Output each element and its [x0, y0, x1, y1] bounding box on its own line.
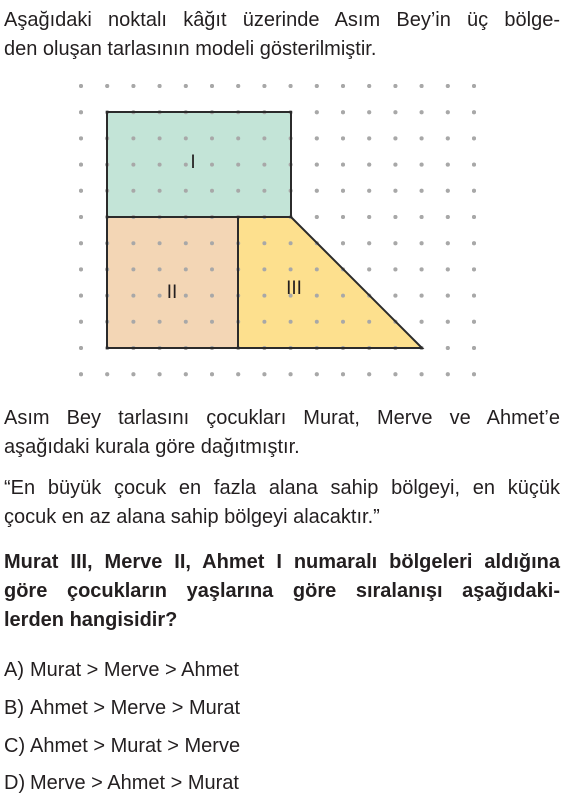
rule-line-1: “En büyük çocuk en fazla alana sahip bölgeyi, en küçük [4, 477, 560, 499]
grid-dot-overlay [210, 320, 214, 324]
grid-dot-overlay [184, 163, 188, 167]
grid-dot-overlay [262, 136, 266, 140]
option-d[interactable] [4, 770, 239, 796]
grid-dot-overlay [446, 320, 450, 324]
region-III [238, 217, 422, 348]
grid-dot-overlay [210, 84, 214, 88]
grid-dot-overlay [236, 136, 240, 140]
grid-dot-overlay [341, 294, 345, 298]
grid-dot-overlay [420, 241, 424, 245]
grid-dot-overlay [420, 215, 424, 219]
distribution-line-2: aşağıdaki kurala göre dağıtmıştır. [4, 436, 300, 458]
grid-dot-overlay [393, 110, 397, 114]
grid-dot-overlay [472, 241, 476, 245]
grid-dot-overlay [420, 372, 424, 376]
region-III-label: III [286, 278, 302, 299]
grid-dot-overlay [367, 320, 371, 324]
grid-dot-overlay [289, 241, 293, 245]
question-line-2: göre çocukların yaşlarına göre sıralanışı aşağıdaki- [4, 580, 560, 602]
grid-dot-overlay [236, 372, 240, 376]
grid-dot-overlay [315, 110, 319, 114]
distribution-paragraph [4, 404, 560, 462]
grid-dot-overlay [315, 294, 319, 298]
grid-dot-overlay [446, 215, 450, 219]
grid-dot-overlay [367, 110, 371, 114]
grid-dot-overlay [393, 372, 397, 376]
grid-dot-overlay [131, 267, 135, 271]
grid-dot-overlay [420, 189, 424, 193]
grid-dot-overlay [472, 320, 476, 324]
grid-dot-overlay [158, 241, 162, 245]
grid-dot-overlay [210, 267, 214, 271]
grid-dot-overlay [262, 267, 266, 271]
grid-dot-overlay [393, 163, 397, 167]
region-II-label: II [166, 282, 178, 303]
grid-dot-overlay [472, 84, 476, 88]
grid-dot-overlay [420, 136, 424, 140]
grid-dot-overlay [446, 241, 450, 245]
grid-dot-overlay [131, 163, 135, 167]
grid-dot-overlay [79, 215, 83, 219]
grid-dot-overlay [184, 267, 188, 271]
intro-line-1: Aşağıdaki noktalı kâğıt üzerinde Asım Bey’in üç bölge- [4, 9, 560, 31]
grid-dot-overlay [446, 267, 450, 271]
grid-dot-overlay [315, 320, 319, 324]
grid-dot-overlay [262, 372, 266, 376]
grid-dot-overlay [341, 241, 345, 245]
grid-dot-overlay [262, 84, 266, 88]
grid-dot-overlay [341, 163, 345, 167]
grid-dot-overlay [315, 189, 319, 193]
grid-dot-overlay [236, 84, 240, 88]
grid-dot-overlay [131, 294, 135, 298]
grid-dot-overlay [315, 267, 319, 271]
grid-dot-overlay [184, 372, 188, 376]
grid-dot-overlay [184, 84, 188, 88]
question-stem [4, 548, 560, 635]
grid-dot-overlay [184, 294, 188, 298]
grid-dot-overlay [79, 267, 83, 271]
option-b-text: Ahmet > Merve > Murat [30, 697, 241, 719]
grid-dot-overlay [393, 267, 397, 271]
grid-dot-overlay [262, 189, 266, 193]
grid-dot-overlay [184, 320, 188, 324]
grid-dot-overlay [289, 267, 293, 271]
grid-dot-overlay [158, 320, 162, 324]
grid-dot-overlay [289, 84, 293, 88]
grid-dot-overlay [236, 163, 240, 167]
option-a-text: Murat > Merve > Ahmet [30, 659, 239, 681]
grid-dot-overlay [158, 84, 162, 88]
option-c-letter: C) [4, 735, 26, 757]
option-b[interactable] [4, 695, 240, 721]
grid-dot-overlay [446, 346, 450, 350]
grid-dot-overlay [79, 163, 83, 167]
grid-dot-overlay [420, 84, 424, 88]
option-a-letter: A) [4, 659, 24, 681]
grid-dot-overlay [315, 84, 319, 88]
grid-dot-overlay [184, 189, 188, 193]
grid-dot-overlay [262, 241, 266, 245]
grid-dot-overlay [262, 294, 266, 298]
grid-dot-overlay [131, 320, 135, 324]
option-b-letter: B) [4, 697, 24, 719]
distribution-line-1: Asım Bey tarlasını çocukları Murat, Merve ve Ahmet’e [4, 407, 560, 429]
grid-dot-overlay [446, 372, 450, 376]
option-a[interactable] [4, 657, 239, 683]
grid-dot-overlay [158, 267, 162, 271]
grid-dot-overlay [393, 241, 397, 245]
grid-dot-overlay [420, 267, 424, 271]
grid-dot-overlay [393, 189, 397, 193]
grid-dot-overlay [105, 372, 109, 376]
grid-dot-overlay [472, 294, 476, 298]
grid-dot-overlay [315, 215, 319, 219]
grid-dot-overlay [446, 189, 450, 193]
grid-dot-overlay [315, 372, 319, 376]
grid-dot-overlay [367, 372, 371, 376]
grid-dot-overlay [420, 110, 424, 114]
grid-dot-overlay [158, 294, 162, 298]
grid-dot-overlay [367, 267, 371, 271]
grid-dot-overlay [289, 372, 293, 376]
grid-dot-overlay [131, 189, 135, 193]
grid-dot-overlay [79, 241, 83, 245]
grid-dot-overlay [158, 163, 162, 167]
grid-dot-overlay [210, 294, 214, 298]
intro-line-2: den oluşan tarlasının modeli gösterilmiştir. [4, 38, 377, 60]
grid-dot-overlay [79, 294, 83, 298]
grid-dot-overlay [262, 320, 266, 324]
grid-dot-overlay [341, 136, 345, 140]
grid-dot-overlay [79, 189, 83, 193]
grid-dot-overlay [472, 189, 476, 193]
grid-dot-overlay [158, 136, 162, 140]
grid-dot-overlay [446, 136, 450, 140]
grid-dot-overlay [420, 294, 424, 298]
grid-dot-overlay [79, 320, 83, 324]
grid-dot-overlay [158, 372, 162, 376]
grid-dot-overlay [341, 189, 345, 193]
grid-dot-overlay [79, 372, 83, 376]
grid-dot-overlay [446, 110, 450, 114]
region-I-label: I [190, 152, 196, 173]
grid-dot-overlay [210, 372, 214, 376]
grid-dot-overlay [210, 189, 214, 193]
grid-dot-overlay [367, 215, 371, 219]
grid-dot-overlay [367, 84, 371, 88]
grid-dot-overlay [236, 189, 240, 193]
grid-dot-overlay [472, 163, 476, 167]
rule-quote [4, 474, 560, 532]
grid-dot-overlay [79, 136, 83, 140]
option-d-letter: D) [4, 772, 26, 794]
grid-dot-overlay [341, 320, 345, 324]
dot-grid-figure [0, 0, 571, 400]
grid-dot-overlay [472, 346, 476, 350]
grid-dot-overlay [105, 84, 109, 88]
grid-dot-overlay [184, 136, 188, 140]
grid-dot-overlay [79, 110, 83, 114]
grid-dot-overlay [367, 241, 371, 245]
grid-dot-overlay [341, 110, 345, 114]
question-line-3: lerden hangisidir? [4, 609, 178, 631]
option-c-text: Ahmet > Murat > Merve [30, 735, 241, 757]
grid-dot-overlay [210, 163, 214, 167]
grid-dot-overlay [315, 136, 319, 140]
grid-dot-overlay [341, 84, 345, 88]
grid-dot-overlay [79, 346, 83, 350]
grid-dot-overlay [184, 241, 188, 245]
grid-dot-overlay [367, 189, 371, 193]
grid-dot-overlay [472, 372, 476, 376]
rule-line-2: çocuk en az alana sahip bölgeyi alacaktır.” [4, 506, 380, 528]
grid-dot-overlay [393, 215, 397, 219]
grid-dot-overlay [131, 372, 135, 376]
grid-dot-overlay [131, 241, 135, 245]
grid-dot-overlay [289, 320, 293, 324]
grid-dot-overlay [472, 215, 476, 219]
option-d-text: Merve > Ahmet > Murat [30, 772, 239, 794]
grid-dot-overlay [79, 84, 83, 88]
grid-dot-overlay [367, 136, 371, 140]
grid-dot-overlay [446, 294, 450, 298]
grid-dot-overlay [420, 163, 424, 167]
option-c[interactable] [4, 733, 240, 759]
grid-dot-overlay [131, 136, 135, 140]
grid-dot-overlay [262, 163, 266, 167]
grid-dot-overlay [131, 84, 135, 88]
grid-dot-overlay [315, 163, 319, 167]
grid-dot-overlay [367, 163, 371, 167]
grid-dot-overlay [393, 136, 397, 140]
grid-dot-overlay [472, 136, 476, 140]
question-line-1: Murat III, Merve II, Ahmet I numaralı bölgeleri aldığına [4, 551, 560, 573]
grid-dot-overlay [210, 241, 214, 245]
grid-dot-overlay [393, 84, 397, 88]
grid-dot-overlay [472, 110, 476, 114]
grid-dot-overlay [341, 215, 345, 219]
grid-dot-overlay [472, 267, 476, 271]
grid-dot-overlay [210, 136, 214, 140]
grid-dot-overlay [158, 189, 162, 193]
grid-dot-overlay [393, 294, 397, 298]
grid-dot-overlay [341, 372, 345, 376]
grid-dot-overlay [420, 320, 424, 324]
grid-dot-overlay [446, 163, 450, 167]
grid-dot-overlay [446, 84, 450, 88]
